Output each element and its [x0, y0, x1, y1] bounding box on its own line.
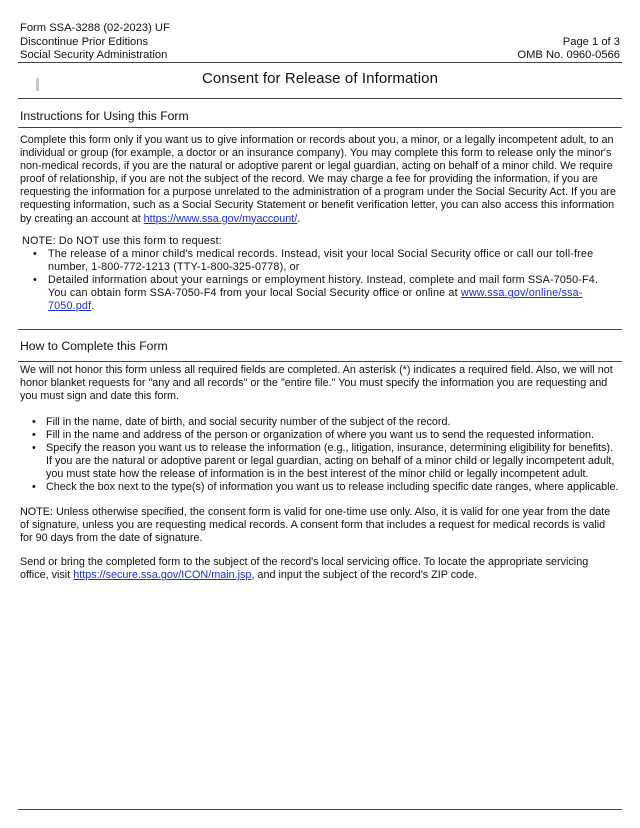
icon-locator-link[interactable]: https://secure.ssa.gov/ICON/main.jsp: [73, 569, 252, 582]
note-do-not-use: [22, 235, 616, 314]
how-to-intro: [20, 364, 616, 403]
instructions-text: Complete this form only if you want us to give information or records about you, a minor, or a legally incompetent adult, to an individual or group (for example, a doctor or an insurance company). You may complete this form to release only the minor's non-medical records, if you are the natural or adoptive parent or legal guardian, acting on behalf of a minor child. We require proof of relationship, if you are not the subject of the record. We may charge a fee for providing the information, if you are requesting the information for a purpose unrelated to the administration of a program under the Social Security Act. If you are requesting information, such as a Social Security Statement or benefit verification letter, you can also access this information by creating an account at: [20, 134, 616, 225]
page-number: Page 1 of 3: [562, 35, 620, 48]
instructions-heading: Instructions for Using this Form: [20, 109, 189, 123]
send-text-end: , and input the subject of the record's ZIP code.: [251, 569, 478, 582]
how-to-divider: [18, 361, 622, 362]
header-divider: [18, 62, 622, 63]
validity-note: [20, 506, 616, 545]
list-item: • Fill in the name and address of the person or organization of where you want us to send the requested information.: [20, 429, 620, 442]
editions-note: Discontinue Prior Editions: [20, 35, 149, 48]
list-item: • Specify the reason you want us to release the information (e.g., litigation, insurance, determining eligibility for benefits). If you are the natural or adoptive parent or legal guardian, acting on behalf of a minor child or legally incompetent adult, you must state how the release of information is in the best interest of the minor child or legally incompetent adult.: [20, 442, 620, 481]
how-to-heading: How to Complete this Form: [20, 339, 168, 353]
note-title: NOTE: Do NOT use this form to request:: [22, 235, 222, 247]
my-account-link[interactable]: https://www.ssa.gov/myaccount/: [143, 212, 298, 225]
section-divider: [18, 329, 622, 330]
how-to-bullets: [20, 416, 620, 495]
agency-name: Social Security Administration: [20, 49, 168, 62]
instructions-divider: [18, 127, 622, 128]
ssa-7050-link[interactable]: www.ssa.gov/online/ssa-7050.pdf: [48, 287, 583, 313]
send-instructions: [20, 556, 616, 582]
omb-number: OMB No. 0960-0566: [517, 49, 620, 62]
title-divider: [18, 98, 622, 99]
how-to-intro-text: We will not honor this form unless all required fields are completed. An asterisk (*) indicates a required field. Also, we will not honor blanket requests for "any and all records" or the "entire file." You must specify the information you are requesting and you must sign and date this form.: [20, 364, 613, 403]
list-item: • Fill in the name, date of birth, and social security number of the subject of the record.: [20, 416, 620, 429]
note-item-medical-text: The release of a minor child's medical records. Instead, visit your local Social Security office or call our toll-free number, 1-800-772-1213 (TTY-1-800-325-0778), or: [48, 248, 594, 274]
note-item-medical: [22, 248, 616, 274]
page-title: Consent for Release of Information: [201, 70, 439, 87]
send-text: Send or bring the completed form to the subject of the record's local servicing office. To locate the appropriate servicing office, visit: [20, 556, 589, 582]
list-item: • Check the box next to the type(s) of information you want us to release including specific date ranges, where applicable.: [20, 481, 620, 494]
note-item-earnings: [22, 274, 616, 313]
note-item-earnings-end: .: [91, 300, 95, 313]
footer-divider: [18, 809, 622, 810]
validity-note-text: NOTE: Unless otherwise specified, the consent form is valid for one-time use only. Also, it is valid for one year from the date of signature, unless you are requesting medical records. A consent form that includes a request for medical records is valid for 90 days from the date of signature.: [20, 506, 611, 545]
form-header: [20, 22, 620, 63]
instructions-text-end: .: [297, 212, 301, 225]
instructions-paragraph: [20, 134, 616, 226]
form-id: Form SSA-3288 (02-2023) UF: [20, 22, 170, 34]
note-item-earnings-text: Detailed information about your earnings or employment history. Instead, complete and mail form SSA-7050-F4. You can obtain form SSA-7050-F4 from your local Social Security office or online at: [48, 274, 599, 300]
